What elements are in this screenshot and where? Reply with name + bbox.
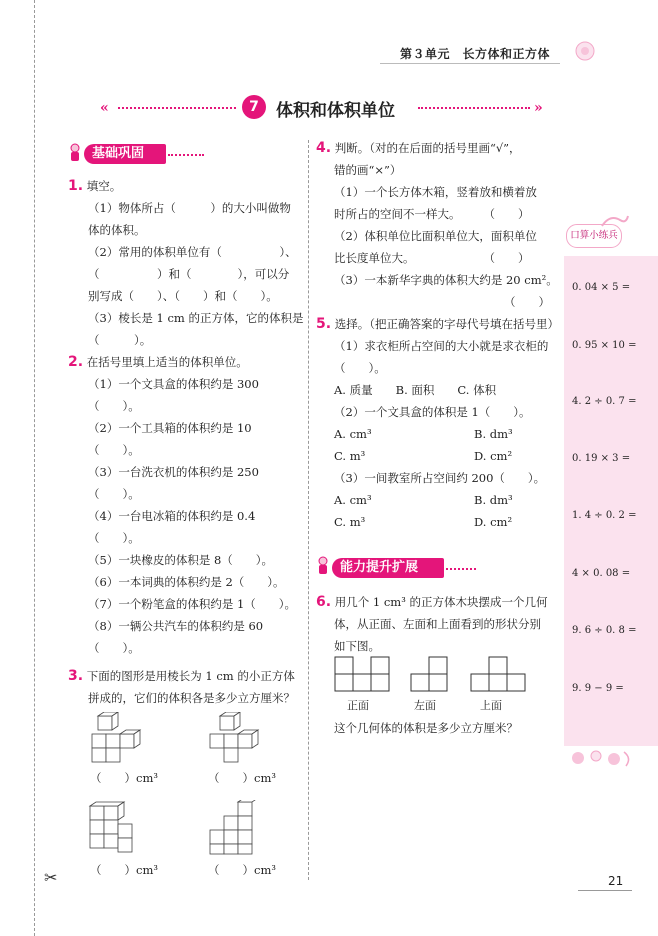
text-line: （3）棱长是 1 cm 的正方体，它的体积是 — [88, 311, 304, 325]
page-number-rule — [578, 890, 632, 891]
text-line: （2）一个文具盒的体积是 1（ ）。 — [334, 405, 531, 419]
mental-math-item: 4 × 0. 08 = — [572, 568, 631, 579]
double-chevron-left-icon: « — [100, 100, 109, 116]
dotted-rule — [418, 107, 530, 109]
text-line: （4）一台电冰箱的体积约是 0.4 — [88, 509, 256, 523]
text-line: （3）一间教室所占空间约 200（ ）。 — [334, 471, 546, 485]
text-line: （2）体积单位比面积单位大，面积单位 — [334, 229, 537, 243]
question-2 — [68, 354, 304, 656]
dotted-rule — [118, 107, 236, 109]
cube-figure-d — [200, 800, 270, 856]
option-a: A. cm³ — [334, 493, 372, 507]
question-4 — [316, 140, 556, 310]
text-line: （3）一本新华字典的体积大约是 20 cm²。 — [334, 273, 558, 287]
flower-icon — [572, 38, 598, 64]
text-line: （2）一个工具箱的体积约是 10 — [88, 421, 252, 435]
question-text: 判断。（对的在后面的括号里画“√”， — [334, 141, 521, 155]
text-line: （1）求衣柜所占空间的大小就是求衣柜的 — [334, 339, 549, 353]
answer-blank[interactable]: （ ）cm³ — [208, 863, 276, 877]
lesson-title: 体积和体积单位 — [276, 101, 395, 121]
option-d: D. cm² — [474, 449, 513, 463]
cube-figure-a — [86, 712, 156, 768]
text-line: （ ）。 — [88, 531, 140, 545]
option-a: A. cm³ — [334, 427, 372, 441]
text-line: 体，从正面、左面和上面看到的形状分别 — [334, 617, 541, 631]
question-6-prompt: 这个几何体的体积是多少立方厘米？ — [334, 721, 518, 735]
question-number: 6. — [316, 594, 332, 610]
lesson-title-bar — [100, 94, 550, 122]
text-line: 拼成的，它们的体积各是多少立方厘米？ — [88, 691, 295, 705]
text-line: （2）常用的体积单位有（ ）、 — [88, 245, 297, 259]
cube-figure-c — [86, 800, 156, 856]
question-text: 在括号里填上适当的体积单位。 — [86, 355, 248, 369]
answer-blank[interactable]: （ ）cm³ — [90, 771, 158, 785]
question-text: 填空。 — [86, 179, 122, 193]
mental-math-item: 1. 4 ÷ 0. 2 = — [572, 510, 637, 521]
text-line: （ ） — [504, 295, 550, 309]
option-row: A. 质量 B. 面积 C. 体积 — [334, 383, 497, 397]
banner-tail — [168, 154, 204, 156]
front-view-figure — [334, 656, 390, 692]
text-line: 如下图。 — [334, 639, 380, 653]
question-6 — [316, 594, 556, 654]
mental-math-item: 0. 95 × 10 = — [572, 340, 637, 351]
section-ability-banner: 能力提升扩展 — [332, 558, 444, 578]
text-line: （5）一块橡皮的体积是 8（ ）。 — [88, 553, 274, 567]
text-line: 时所占的空间不一样大。 （ ） — [334, 207, 530, 221]
text-line: （ ）。 — [88, 641, 140, 655]
lesson-number: 7 — [242, 95, 266, 119]
mental-math-item: 9. 9 − 9 = — [572, 683, 624, 694]
cut-line — [34, 0, 35, 936]
cube-figure-b — [202, 712, 272, 768]
text-line: 别写成（ ）、（ ）和（ ）。 — [88, 289, 278, 303]
option-c: C. m³ — [334, 515, 366, 529]
sidebar-title: 口算小练兵 — [566, 224, 622, 248]
question-text: 用几个 1 cm³ 的正方体木块摆成一个几何 — [334, 595, 548, 609]
mental-math-sidebar — [564, 256, 658, 746]
front-view-label: 正面 — [347, 699, 369, 712]
scissors-icon: ✂ — [44, 868, 58, 887]
text-line: （1）一个长方体木箱，竖着放和横着放 — [334, 185, 537, 199]
header-divider — [380, 63, 560, 64]
text-line: （ ）。 — [88, 443, 140, 457]
mental-math-item: 0. 19 × 3 = — [572, 453, 631, 464]
question-number: 2. — [68, 354, 84, 370]
question-5 — [316, 316, 559, 530]
option-d: D. cm² — [474, 515, 513, 529]
question-number: 4. — [316, 140, 332, 156]
answer-blank[interactable]: （ ）cm³ — [208, 771, 276, 785]
banner-tail — [446, 568, 476, 570]
top-view-figure — [470, 656, 526, 692]
option-b: B. dm³ — [474, 427, 513, 441]
text-line: 比长度单位大。 （ ） — [334, 251, 530, 265]
question-number: 5. — [316, 316, 332, 332]
text-line: （ ）。 — [88, 487, 140, 501]
unit-title: 第３单元 长方体和正方体 — [400, 47, 551, 61]
text-line: （6）一本词典的体积约是 2（ ）。 — [88, 575, 285, 589]
left-view-figure — [410, 656, 448, 692]
text-line: （8）一辆公共汽车的体积约是 60 — [88, 619, 264, 633]
option-b: B. dm³ — [474, 493, 513, 507]
flower-decoration-icon — [566, 746, 636, 770]
text-line: （1）一个文具盒的体积约是 300 — [88, 377, 259, 391]
text-line: 错的画“×”） — [334, 163, 402, 177]
top-view-label: 上面 — [480, 699, 502, 712]
girl-figure-icon — [68, 143, 82, 163]
question-text: 下面的图形是用棱长为 1 cm 的小正方体 — [86, 669, 295, 683]
text-line: （7）一个粉笔盒的体积约是 1（ ）。 — [88, 597, 297, 611]
text-line: （ ）。 — [334, 361, 386, 375]
double-chevron-right-icon: » — [534, 100, 543, 116]
text-line: （ ）。 — [88, 399, 140, 413]
mental-math-item: 4. 2 ÷ 0. 7 = — [572, 396, 637, 407]
text-line: 体的体积。 — [88, 223, 146, 237]
text-line: （3）一台洗衣机的体积约是 250 — [88, 465, 259, 479]
answer-blank[interactable]: （ ）cm³ — [90, 863, 158, 877]
text-line: （ ）。 — [88, 333, 152, 347]
mental-math-item: 9. 6 ÷ 0. 8 = — [572, 625, 637, 636]
girl-figure-icon — [316, 556, 330, 576]
text-line: （ ）和（ ），可以分 — [88, 267, 290, 281]
question-text: 选择。（把正确答案的字母代号填在括号里） — [334, 317, 559, 331]
column-divider — [308, 140, 309, 880]
page-number: 21 — [608, 874, 624, 888]
question-3 — [68, 668, 304, 706]
left-view-label: 左面 — [414, 699, 436, 712]
mental-math-item: 0. 04 × 5 = — [572, 282, 631, 293]
section-basic-banner: 基础巩固 — [84, 144, 166, 164]
question-1 — [68, 178, 304, 348]
text-line: （1）物体所占（ ）的大小叫做物 — [88, 201, 291, 215]
question-number: 1. — [68, 178, 84, 194]
question-number: 3. — [68, 668, 84, 684]
option-c: C. m³ — [334, 449, 366, 463]
ribbon-icon — [600, 212, 630, 232]
